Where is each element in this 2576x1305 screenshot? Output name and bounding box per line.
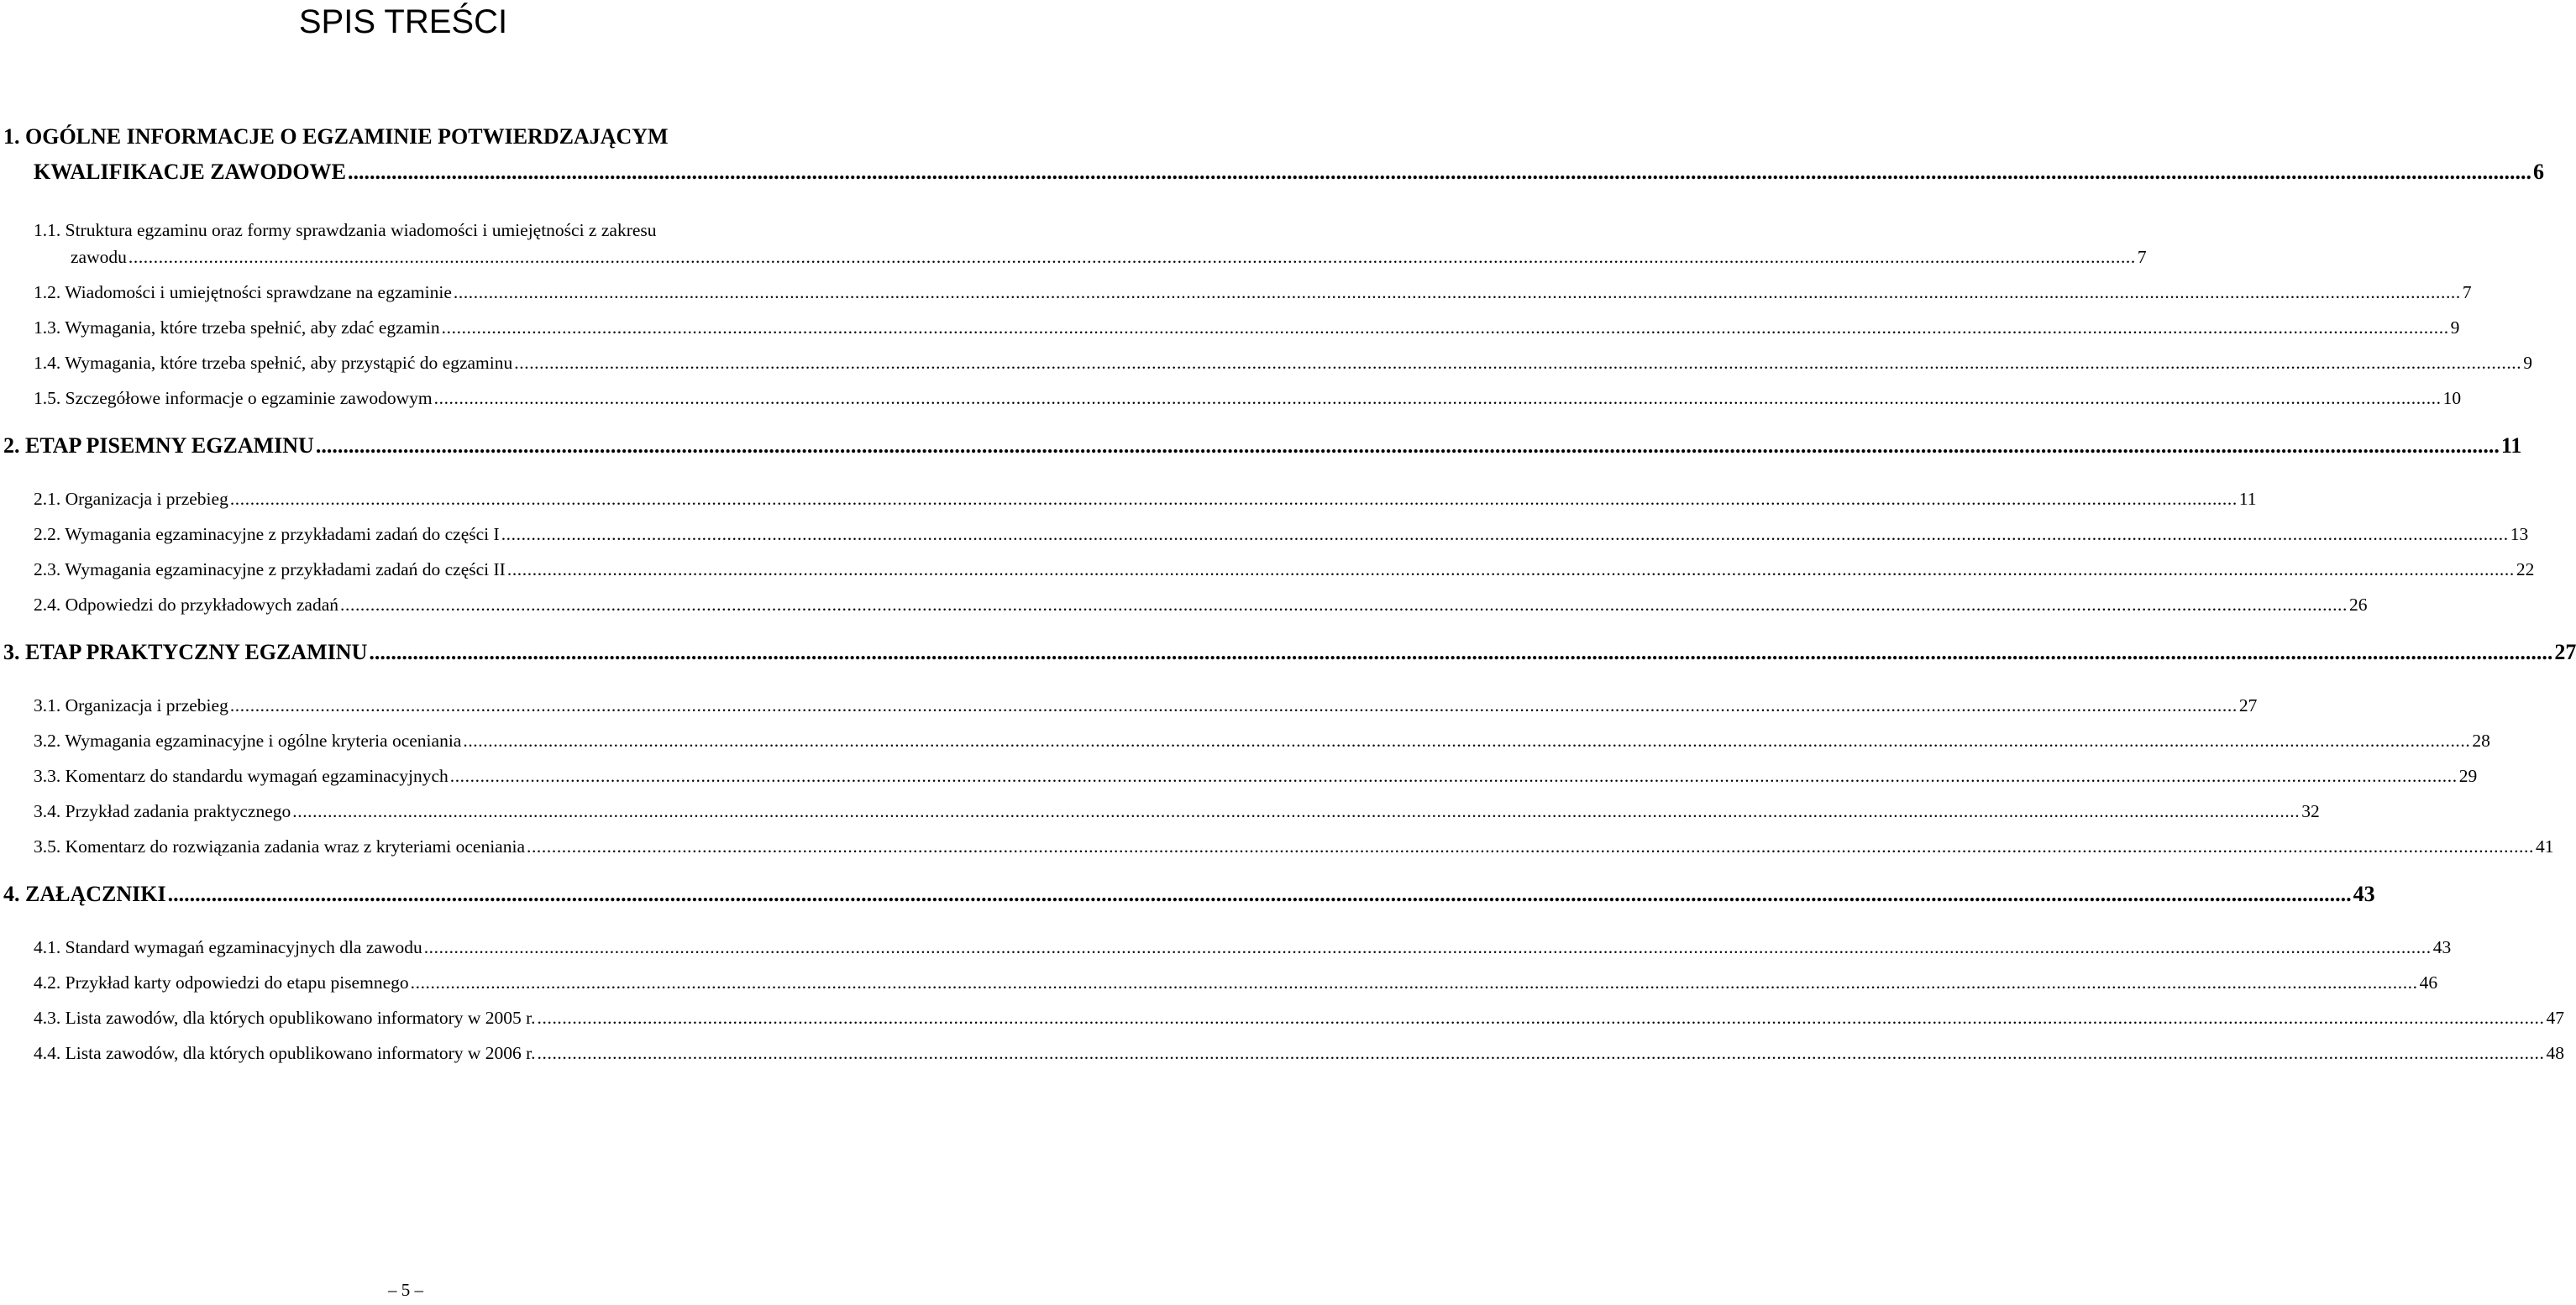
toc-entry-number: 4.2. <box>34 972 61 993</box>
toc-entry-label <box>34 388 433 409</box>
toc-entry-title: Organizacja i przebieg <box>65 695 228 715</box>
toc-entry-number: 2. <box>3 433 20 458</box>
toc-entry-title: ZAŁĄCZNIKI <box>25 882 166 906</box>
toc-entry[interactable] <box>34 731 2490 752</box>
toc-page-number: 9 <box>2523 353 2533 373</box>
dot-leader: ................................................................................................................................................................................................................................................................................................................................................................................................................ <box>229 489 2238 509</box>
toc-page-number: 22 <box>2516 559 2535 579</box>
toc-entry-label <box>34 489 228 510</box>
toc-entry-title: Lista zawodów, dla których opublikowano informatory w 2005 r. <box>65 1008 536 1028</box>
toc-entry-label <box>34 282 452 303</box>
toc-entry-number: 3.4. <box>34 801 61 821</box>
toc-entry-title: Komentarz do rozwiązania zadania wraz z kryteriami oceniania <box>65 836 525 857</box>
toc-entry[interactable] <box>34 1043 2565 1064</box>
toc-page-number: 7 <box>2462 282 2472 302</box>
dot-leader: ................................................................................................................................................................................................................................................................................................................................................................................................................ <box>463 731 2471 751</box>
dot-leader: ................................................................................................................................................................................................................................................................................................................................................................................................................ <box>229 695 2238 715</box>
toc-entry-number: 3.3. <box>34 766 61 786</box>
toc-entry-number: 1.3. <box>34 317 61 338</box>
dot-leader: ................................................................................................................................................................................................................................................................................................................................................................................................................ <box>501 524 2509 544</box>
toc-entry-title: ETAP PRAKTYCZNY EGZAMINU <box>25 640 368 664</box>
toc-page-number: 28 <box>2472 731 2490 751</box>
toc-entry-title: Przykład karty odpowiedzi do etapu pisemnego <box>65 972 409 993</box>
toc-entry-line[interactable] <box>34 220 657 241</box>
toc-page-number: 43 <box>2432 937 2452 957</box>
toc-entry[interactable] <box>34 317 2460 338</box>
toc-entry-label <box>3 882 166 907</box>
toc-entry-number: 2.2. <box>34 524 61 544</box>
toc-entry[interactable] <box>34 766 2478 787</box>
toc-page-number: 10 <box>2442 388 2462 408</box>
toc-entry-label <box>34 937 422 958</box>
toc-entry-number: 4.4. <box>34 1043 61 1063</box>
toc-entry[interactable] <box>34 353 2533 374</box>
toc-entry-number: 2.1. <box>34 489 61 509</box>
toc-page-number: 27 <box>2554 640 2576 664</box>
toc-entry-label <box>34 524 500 545</box>
toc-page-number: 47 <box>2546 1008 2565 1028</box>
toc-entry-label <box>34 836 525 857</box>
toc-entry-title: Lista zawodów, dla których opublikowano informatory w 2006 r. <box>65 1043 536 1063</box>
dot-leader: ................................................................................................................................................................................................................................................................................................................................................................................................................ <box>315 433 2500 458</box>
toc-entry[interactable] <box>34 1008 2565 1029</box>
toc-page-number: 7 <box>2137 247 2147 267</box>
toc-entry[interactable] <box>34 801 2320 822</box>
dot-leader: ................................................................................................................................................................................................................................................................................................................................................................................................................ <box>453 282 2461 302</box>
toc-entry-title: Wymagania, które trzeba spełnić, aby przystąpić do egzaminu <box>65 353 513 373</box>
toc-entry-label <box>34 317 440 338</box>
toc-entry[interactable] <box>34 524 2529 545</box>
dot-leader: ................................................................................................................................................................................................................................................................................................................................................................................................................ <box>526 836 2534 857</box>
toc-entry-title: Wymagania, które trzeba spełnić, aby zdać egzamin <box>65 317 440 338</box>
toc-entry-label <box>34 353 512 374</box>
dot-leader: ................................................................................................................................................................................................................................................................................................................................................................................................................ <box>449 766 2458 786</box>
toc-page-number: 11 <box>2500 433 2522 458</box>
toc-entry[interactable] <box>34 559 2535 580</box>
dot-leader: ................................................................................................................................................................................................................................................................................................................................................................................................................ <box>514 353 2522 373</box>
toc-entry-title: Wiadomości i umiejętności sprawdzane na egzaminie <box>65 282 452 302</box>
toc-page-number: 32 <box>2301 801 2320 821</box>
toc-entry-number: 3.5. <box>34 836 61 857</box>
toc-entry-number: 1. <box>3 124 20 149</box>
dot-leader: ................................................................................................................................................................................................................................................................................................................................................................................................................ <box>348 160 2531 184</box>
toc-entry[interactable] <box>34 836 2554 857</box>
dot-leader: ................................................................................................................................................................................................................................................................................................................................................................................................................ <box>167 882 2352 906</box>
toc-entry-title: Wymagania egzaminacyjne z przykładami zadań do części II <box>65 559 506 579</box>
toc-entry-number: 4.3. <box>34 1008 61 1028</box>
toc-page-number: 48 <box>2546 1043 2565 1063</box>
dot-leader: ................................................................................................................................................................................................................................................................................................................................................................................................................ <box>537 1043 2545 1063</box>
dot-leader: ................................................................................................................................................................................................................................................................................................................................................................................................................ <box>423 937 2432 957</box>
toc-entry-label <box>34 1008 536 1029</box>
dot-leader: ................................................................................................................................................................................................................................................................................................................................................................................................................ <box>441 317 2449 338</box>
dot-leader: ................................................................................................................................................................................................................................................................................................................................................................................................................ <box>433 388 2442 408</box>
toc-entry[interactable] <box>34 695 2258 716</box>
toc-entry-title: Struktura egzaminu oraz formy sprawdzania wiadomości i umiejętności z zakresu <box>65 220 657 240</box>
toc-entry-title: Wymagania egzaminacyjne z przykładami zadań do części I <box>65 524 500 544</box>
dot-leader: ................................................................................................................................................................................................................................................................................................................................................................................................................ <box>128 247 2136 267</box>
toc-entry-number: 3. <box>3 640 20 664</box>
toc-entry-title: ETAP PISEMNY EGZAMINU <box>25 433 314 458</box>
toc-entry-title: Odpowiedzi do przykładowych zadań <box>65 595 339 615</box>
toc-page-number: 29 <box>2458 766 2478 786</box>
toc-entry-title: Szczegółowe informacje o egzaminie zawodowym <box>65 388 433 408</box>
toc-entry[interactable] <box>34 937 2452 958</box>
toc-entry-title: OGÓLNE INFORMACJE O EGZAMINIE POTWIERDZAJĄCYM <box>25 124 669 149</box>
page-title: SPIS TREŚCI <box>298 3 508 40</box>
toc-entry-label <box>34 801 291 822</box>
dot-leader: ................................................................................................................................................................................................................................................................................................................................................................................................................ <box>410 972 2418 993</box>
toc-entry-number: 4.1. <box>34 937 61 957</box>
toc-entry-number: 2.3. <box>34 559 61 579</box>
toc-entry-label <box>34 766 449 787</box>
toc-entry[interactable] <box>34 282 2472 303</box>
toc-entry-title: Wymagania egzaminacyjne i ogólne kryteria oceniania <box>65 731 462 751</box>
toc-entry[interactable] <box>3 433 2522 459</box>
toc-page-number: 46 <box>2419 972 2438 993</box>
toc-entry[interactable] <box>34 489 2257 510</box>
toc-entry[interactable] <box>34 388 2462 409</box>
dot-leader: ................................................................................................................................................................................................................................................................................................................................................................................................................ <box>506 559 2515 579</box>
toc-entry-title: Przykład zadania praktycznego <box>65 801 291 821</box>
toc-entry-number: 1.4. <box>34 353 61 373</box>
toc-entry-number: 3.2. <box>34 731 61 751</box>
dot-leader: ................................................................................................................................................................................................................................................................................................................................................................................................................ <box>292 801 2301 821</box>
toc-entry-title: Standard wymagań egzaminacyjnych dla zawodu <box>65 937 422 957</box>
dot-leader: ................................................................................................................................................................................................................................................................................................................................................................................................................ <box>537 1008 2545 1028</box>
toc-entry-number: 1.1. <box>34 220 61 240</box>
toc-page-number: 11 <box>2238 489 2257 509</box>
toc-entry[interactable] <box>3 882 2375 907</box>
toc-entry-label <box>34 595 338 616</box>
toc-page-number: 9 <box>2450 317 2460 338</box>
toc-entry[interactable] <box>71 247 2147 268</box>
toc-entry-number: 1.2. <box>34 282 61 302</box>
toc-page-number: 27 <box>2238 695 2258 715</box>
dot-leader: ................................................................................................................................................................................................................................................................................................................................................................................................................ <box>340 595 2348 615</box>
toc-page-number: 26 <box>2349 595 2368 615</box>
toc-entry-title: Organizacja i przebieg <box>65 489 228 509</box>
toc-entry-label <box>34 559 506 580</box>
toc-entry[interactable] <box>3 640 2576 665</box>
toc-entry-line[interactable] <box>3 124 669 149</box>
toc-entry-label <box>3 433 314 459</box>
toc-page-number: 13 <box>2510 524 2529 544</box>
toc-page-number: 41 <box>2535 836 2554 857</box>
toc-entry-title: Komentarz do standardu wymagań egzaminacyjnych <box>65 766 449 786</box>
toc-entry-number: 4. <box>3 882 20 906</box>
toc-entry-title-continued: zawodu <box>71 247 127 267</box>
toc-entry-number: 2.4. <box>34 595 61 615</box>
toc-entry[interactable] <box>34 972 2438 993</box>
toc-entry-label <box>34 972 409 993</box>
toc-entry-number: 1.5. <box>34 388 61 408</box>
dot-leader: ................................................................................................................................................................................................................................................................................................................................................................................................................ <box>369 640 2553 664</box>
toc-page-number: 43 <box>2353 882 2375 906</box>
toc-entry[interactable] <box>34 595 2368 616</box>
toc-entry-label <box>34 731 461 752</box>
toc-entry-label <box>34 695 228 716</box>
toc-entry[interactable] <box>34 160 2544 185</box>
toc-entry-label <box>34 1043 536 1064</box>
toc-entry-label <box>3 640 367 665</box>
toc-entry-number: 3.1. <box>34 695 61 715</box>
page-number: – 5 – <box>388 1280 423 1300</box>
toc-page-number: 6 <box>2533 160 2544 184</box>
toc-entry-title-continued: KWALIFIKACJE ZAWODOWE <box>34 160 346 184</box>
